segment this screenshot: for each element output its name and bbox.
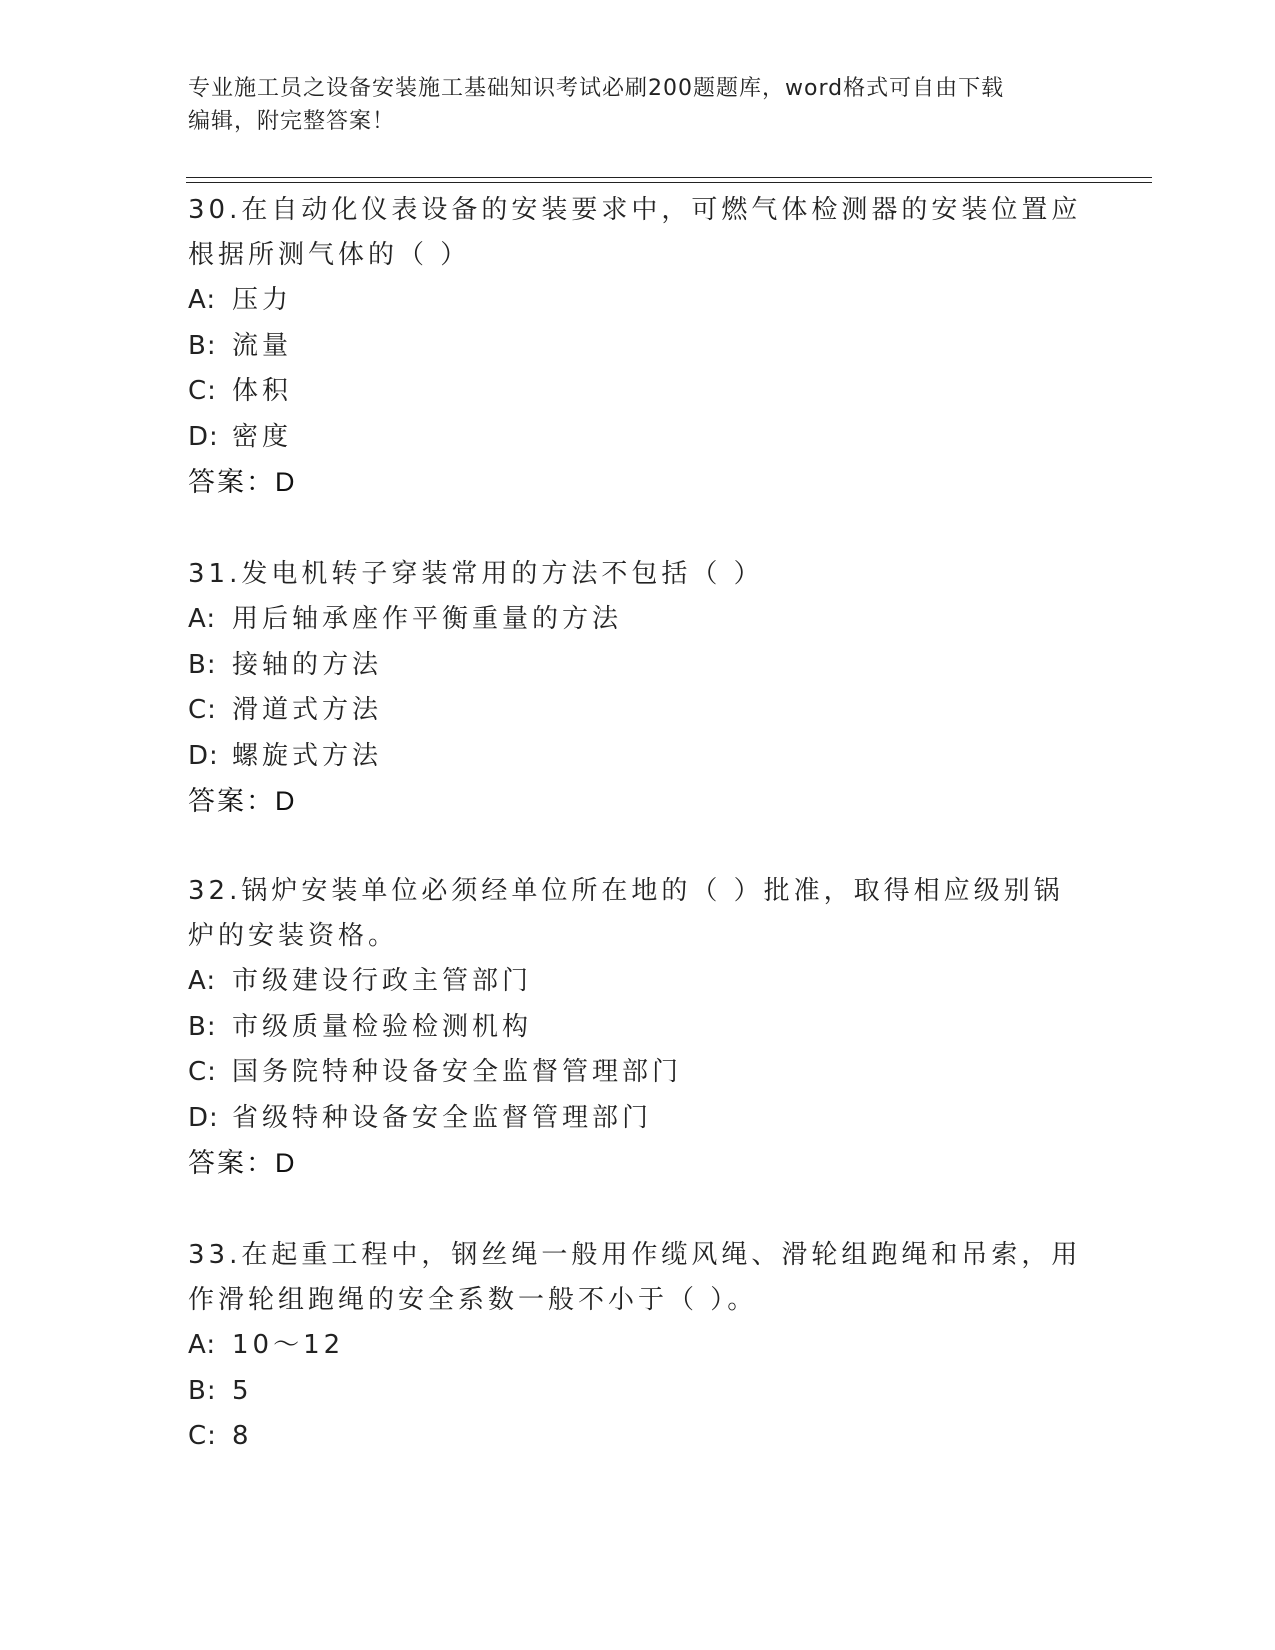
option-text: 市级质量检验检测机构 [232,1011,533,1042]
option-b [188,1369,1088,1415]
answer-label: 答案： [188,467,275,497]
option-text: 国务院特种设备安全监督管理部门 [232,1057,683,1087]
option-letter: B: [188,1375,217,1406]
option-text: 螺旋式方法 [232,740,383,771]
header-line-2: 编辑，附完整答案！ [188,109,396,134]
option-text: 用后轴承座作平衡重量的方法 [232,604,623,634]
option-text: 8 [232,1421,253,1451]
question-stem [188,552,1088,597]
option-text: 10～12 [232,1330,345,1360]
option-text: 5 [232,1375,253,1406]
option-text: 体积 [232,376,293,406]
question-number: 32. [188,876,242,906]
question-text: 在自动化仪表设备的安装要求中，可燃气体检测器的安装位置应根据所测气体的（ ） [188,195,1082,270]
question-30 [188,188,1088,505]
option-d [188,1096,1088,1142]
header-divider-bottom [186,182,1152,183]
option-text: 接轴的方法 [232,649,383,680]
option-text: 省级特种设备安全监督管理部门 [232,1102,653,1133]
option-b [188,643,1088,689]
answer [188,779,1088,824]
question-stem [188,188,1088,278]
option-letter: A: [188,285,217,315]
question-stem [188,1233,1088,1323]
option-d [188,734,1088,780]
option-letter: B: [188,1011,217,1042]
answer-label: 答案： [188,1148,275,1178]
question-stem [188,869,1088,959]
option-text: 压力 [232,285,293,315]
option-letter: C: [188,1057,217,1087]
header-divider-top [186,177,1152,178]
answer [188,460,1088,505]
question-31 [188,552,1088,824]
answer-value: D [275,467,297,497]
question-text: 锅炉安装单位必须经单位所在地的（ ）批准，取得相应级别锅炉的安装资格。 [188,876,1064,951]
answer-label: 答案： [188,786,275,816]
option-text: 市级建设行政主管部门 [232,966,533,996]
option-c [188,688,1088,734]
option-letter: B: [188,330,217,361]
option-text: 滑道式方法 [232,695,383,725]
header-line-1: 专业施工员之设备安装施工基础知识考试必刷200题题库，word格式可自由下载 [188,76,1005,101]
option-letter: A: [188,604,217,634]
option-a [188,278,1088,324]
option-letter: D: [188,1102,219,1133]
option-letter: D: [188,421,219,452]
option-c [188,1050,1088,1096]
question-text: 在起重工程中，钢丝绳一般用作缆风绳、滑轮组跑绳和吊索，用作滑轮组跑绳的安全系数一般不小于（ ）。 [188,1240,1082,1315]
answer-value: D [275,1148,297,1178]
option-d [188,415,1088,461]
question-number: 33. [188,1240,242,1270]
option-text: 流量 [232,330,293,361]
option-a [188,959,1088,1005]
question-number: 31. [188,559,242,589]
document-header [188,72,1078,138]
question-32 [188,869,1088,1186]
question-text: 发电机转子穿装常用的方法不包括（ ） [241,559,764,589]
option-letter: B: [188,649,217,680]
option-c [188,369,1088,415]
option-b [188,1005,1088,1051]
option-a [188,597,1088,643]
option-b [188,324,1088,370]
option-letter: C: [188,376,217,406]
answer-value: D [275,786,297,816]
option-letter: A: [188,966,217,996]
option-a [188,1323,1088,1369]
option-text: 密度 [232,421,293,452]
option-letter: C: [188,1421,217,1451]
answer [188,1141,1088,1186]
option-letter: C: [188,695,217,725]
question-33 [188,1233,1088,1460]
option-letter: D: [188,740,219,771]
option-c [188,1414,1088,1460]
question-number: 30. [188,195,242,225]
option-letter: A: [188,1330,217,1360]
